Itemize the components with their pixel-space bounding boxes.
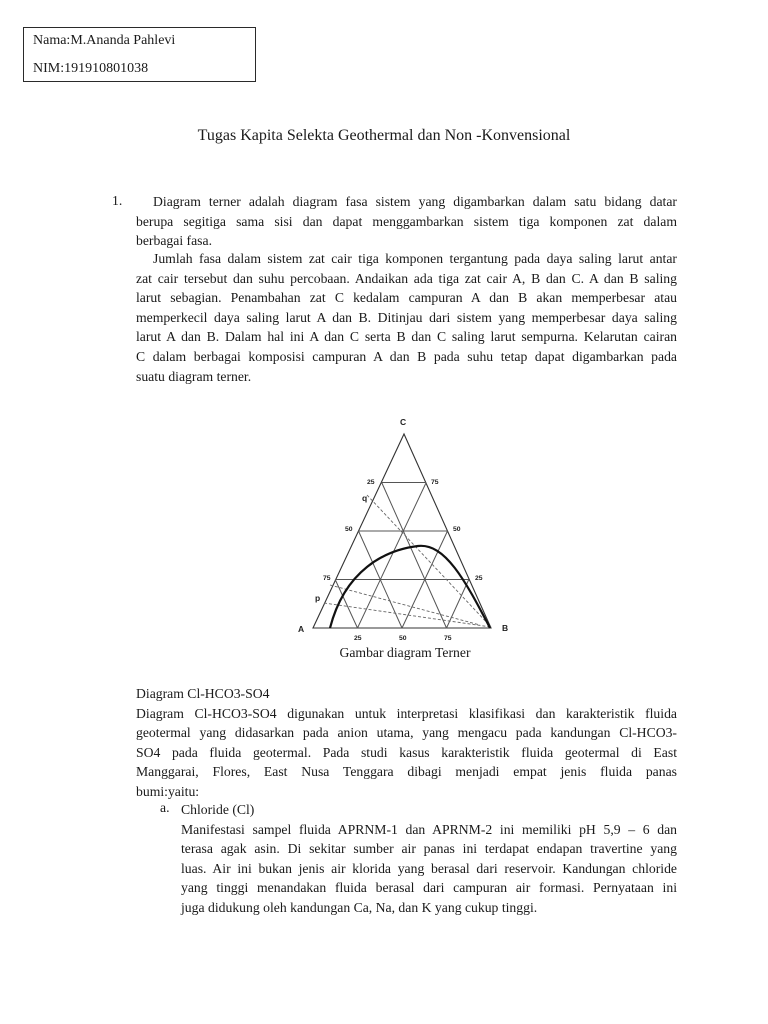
text-line: zat cair tersebut dan suhu percobaan. Andaikan ada tiga zat cair A, B dan C. A dan B saling	[136, 270, 677, 286]
text-line: geotermal yang didasarkan pada anion utama, yang mengacu pada kandungan Cl-HCO3-	[136, 725, 677, 741]
right-tick-label: 25	[475, 575, 483, 582]
left-tick-label: 75	[323, 575, 331, 582]
right-tick-label: 75	[431, 479, 439, 486]
text-line: Diagram terner adalah diagram fasa sistem yang digambarkan dalam satu bidang datar	[153, 194, 677, 209]
section-heading: Diagram Cl-HCO3-SO4	[136, 686, 270, 701]
vertex-label-c: C	[400, 417, 407, 427]
vertex-label-a: A	[298, 624, 305, 634]
text-line: luas. Air ini bukan jenis air klorida yang berasal dari reservoir. Kandungan chloride	[181, 860, 677, 876]
student-name: Nama:M.Ananda Pahlevi	[33, 33, 176, 48]
left-tick-label: 25	[367, 479, 375, 486]
item-number: 1.	[112, 193, 123, 208]
tie-lines	[324, 495, 491, 627]
student-nim: NIM:191910801038	[33, 61, 149, 76]
left-tick-label: 50	[345, 526, 353, 533]
text-line: C dalam berbagai komposisi campuran A dan B pada suhu tetap dapat digambarkan pada	[136, 348, 677, 364]
text-line: larut A dan B. Dalam hal ini A dan C serta B dan C saling larut sempurna. Kelarutan cairan	[136, 329, 677, 345]
ternary-diagram	[290, 410, 530, 650]
vertex-label-b: B	[502, 623, 509, 633]
point-label-q: q	[362, 493, 368, 503]
paragraph-1	[136, 192, 677, 251]
text-line: yang tinggi menandakan fluida berasal dari campuran air formasi. Pernyataan ini	[181, 880, 677, 896]
grid-parallel-bc	[335, 483, 446, 629]
text-line: SO4 pada fluida geotermal. Pada studi kasus karakteristik fluida geotermal di East	[136, 744, 677, 760]
text-line: Manifestasi sampel fluida APRNM-1 dan APRNM-2 ini memiliki pH 5,9 – 6 dan	[181, 821, 677, 837]
identity-box	[23, 27, 256, 82]
tick-labels	[323, 479, 483, 642]
text-line: terasa agak asin. Di sekitar sumber air panas ini terdapat endapan travertine yang	[181, 841, 677, 857]
subsection-heading: Chloride (Cl)	[181, 802, 255, 817]
text-line: suatu diagram terner.	[136, 368, 252, 384]
bottom-tick-label: 25	[354, 635, 362, 642]
figure-caption: Gambar diagram Terner	[339, 645, 471, 660]
text-line: larut sebagian. Penambahan zat C kedalam campuran A dan B akan memperbesar atau	[136, 290, 677, 306]
paragraph-chloride	[181, 800, 677, 918]
bottom-tick-label: 50	[399, 635, 407, 642]
text-line: Jumlah fasa dalam sistem zat cair tiga komponen tergantung pada daya saling larut antar	[153, 251, 677, 266]
text-line: Diagram Cl-HCO3-SO4 digunakan untuk interpretasi klasifikasi dan karakteristik fluida	[136, 705, 677, 721]
grid-horizontal	[335, 483, 469, 580]
list-marker-a: a.	[160, 800, 170, 815]
text-line: berupa segitiga sama sisi dan dapat menggambarkan sistem tiga komponen zat dalam	[136, 213, 677, 229]
right-tick-label: 50	[453, 526, 461, 533]
text-line: berbagai fasa.	[136, 233, 212, 249]
text-line: memperkecil daya saling larut A dan B. Ditinjau dari sistem yang memperbesar daya saling	[136, 309, 677, 325]
text-line: Manggarai, Flores, East Nusa Tenggara dibagi menjadi empat jenis fluida panas	[136, 764, 677, 780]
point-label-p: p	[315, 593, 321, 603]
bottom-tick-label: 75	[444, 635, 452, 642]
text-line: bumi:yaitu:	[136, 783, 200, 799]
document-title: Tugas Kapita Selekta Geothermal dan Non -Konvensional	[197, 127, 571, 144]
grid-parallel-ac	[358, 483, 469, 629]
paragraph-2	[136, 249, 677, 386]
paragraph-3	[136, 684, 677, 802]
text-line: juga didukung oleh kandungan Ca, Na, dan K yang cukup tinggi.	[181, 899, 538, 915]
